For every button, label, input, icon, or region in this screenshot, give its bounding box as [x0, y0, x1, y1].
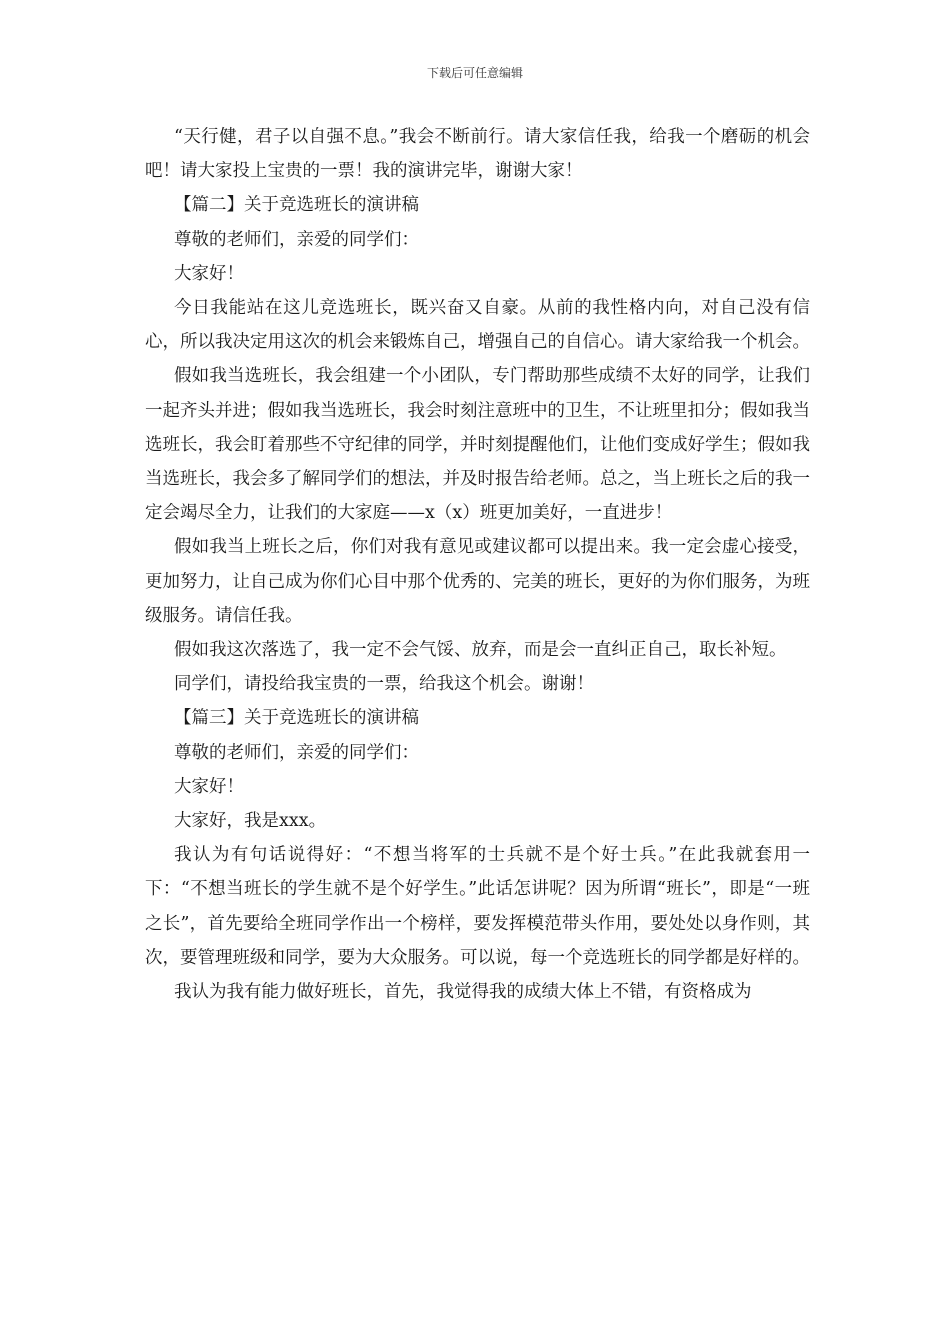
paragraph: 今日我能站在这儿竞选班长，既兴奋又自豪。从前的我性格内向，对自己没有信心，所以我决定用这次的机会来锻炼自己，增强自己的自信心。请大家给我一个机会。	[145, 298, 810, 353]
paragraph: 我认为我有能力做好班长，首先，我觉得我的成绩大体上不错，有资格成为	[174, 982, 752, 1003]
salutation: 尊敬的老师们，亲爱的同学们：	[174, 742, 419, 763]
salutation: 尊敬的老师们，亲爱的同学们：	[174, 229, 419, 250]
greeting: 大家好！	[174, 263, 244, 284]
paragraph: 假如我这次落选了，我一定不会气馁、放弃，而是会一直纠正自己，取长补短。	[174, 640, 787, 661]
section-heading: 【篇二】关于竞选班长的演讲稿	[174, 195, 419, 216]
paragraph: 假如我当选班长，我会组建一个小团队，专门帮助那些成绩不太好的同学，让我们一起齐头并进；假如我当选班长，我会时刻注意班中的卫生，不让班里扣分；假如我当选班长，我会盯着那些不守纪律的同学，并时刻提醒他们，让他们变成好学生；假如我当选班长，我会多了解同学们的想法，并及时报告给老师。总之，当上班长之后的我一定会竭尽全力，让我们的大家庭——x（x）班更加美好，一直进步！	[145, 366, 810, 524]
paragraph: 同学们，请投给我宝贵的一票，给我这个机会。谢谢！	[174, 674, 594, 695]
page-header: 下载后可任意编辑	[426, 66, 523, 80]
paragraph: 我认为有句话说得好：“不想当将军的士兵就不是个好士兵。”在此我就套用一下：“不想当班长的学生就不是个好学生。”此话怎讲呢？因为所谓“班长”，即是“一班之长”，首先要给全班同学作出一个榜样，要发挥模范带头作用，要处处以身作则，其次，要管理班级和同学，要为大众服务。可以说，每一个竞选班长的同学都是好样的。	[145, 845, 810, 968]
paragraph: “天行健，君子以自强不息。”我会不断前行。请大家信任我，给我一个磨砺的机会吧！请大家投上宝贵的一票！我的演讲完毕，谢谢大家！	[145, 127, 810, 182]
greeting: 大家好！	[174, 776, 244, 797]
section-heading: 【篇三】关于竞选班长的演讲稿	[174, 708, 419, 729]
paragraph: 假如我当上班长之后，你们对我有意见或建议都可以提出来。我一定会虚心接受，更加努力，让自己成为你们心目中那个优秀的、完美的班长，更好的为你们服务，为班级服务。请信任我。	[145, 537, 810, 626]
document-body	[145, 120, 810, 1009]
paragraph: 大家好，我是xxx。	[174, 811, 327, 832]
